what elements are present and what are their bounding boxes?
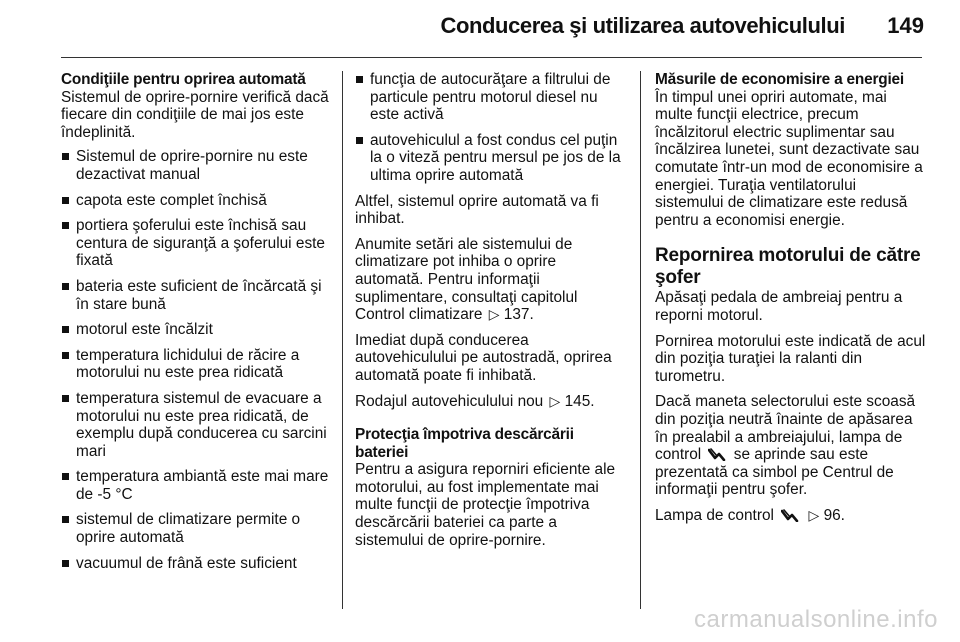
paragraph-tachometer: Pornirea motorului este indicată de acul din poziţia turaţiei la ralanti din turometru.: [655, 332, 926, 385]
paragraph-text: Anumite setări ale sistemului de climatizare pot inhiba o oprire automată. Pentru informaţii suplimentare, consultaţi capitolul Control climatizare: [355, 235, 578, 324]
list-item: Sistemul de oprire-pornire nu este dezactivat manual: [61, 148, 329, 183]
autostop-control-lamp-icon: [708, 448, 726, 461]
paragraph-inhibited: Altfel, sistemul oprire automată va fi inhibat.: [355, 192, 599, 228]
conditions-list-continued: [355, 71, 627, 185]
page-reference-link[interactable]: 137.: [503, 306, 534, 324]
paragraph-selector-lever: [655, 393, 927, 499]
page-header: [0, 0, 960, 62]
paragraph-highway: Imediat după conducerea autovehiculului pe autostradă, oprirea automată poate fi inhibată.: [355, 331, 612, 384]
list-item: temperatura lichidului de răcire a motorului nu este prea ridicată: [61, 347, 329, 382]
column-divider-1: [342, 71, 343, 609]
watermark: carmanualsonline.info: [694, 606, 938, 633]
page-reference-triangle-icon: ▷: [808, 506, 820, 523]
list-item: autovehiculul a fost condus cel puţin la o viteză pentru mersul pe jos de la ultima oprire automată: [355, 132, 627, 185]
column-1: [61, 71, 329, 572]
paragraph-control-lamp: [655, 507, 927, 525]
page-reference-link[interactable]: 145.: [564, 392, 595, 410]
paragraph-text: Rodajul autovehiculului nou: [355, 392, 544, 410]
section-heading-energy-saving: Măsurile de economisire a energiei: [655, 71, 904, 88]
section-heading-driver-restart: Repornirea motorului de către şofer: [655, 245, 921, 289]
page-reference-triangle-icon: ▷: [488, 306, 500, 323]
column-divider-2: [640, 71, 641, 609]
list-item: sistemul de climatizare permite o oprire automată: [61, 511, 329, 546]
paragraph-clutch: Apăsaţi pedala de ambreiaj pentru a reporni motorul.: [655, 289, 903, 324]
list-item: bateria este suficient de încărcată şi în stare bună: [61, 278, 329, 313]
list-item: vacuumul de frână este suficient: [61, 555, 329, 573]
paragraph-text: Lampa de control: [655, 506, 774, 524]
list-item: temperatura sistemul de evacuare a motorului nu este prea ridicată, de exemplu după conducerea cu sarcini mari: [61, 390, 329, 460]
page-number: 149: [887, 13, 924, 38]
paragraph-climate-settings: [355, 236, 627, 324]
column-2: [355, 71, 627, 549]
paragraph-energy-saving: În timpul unei opriri automate, mai multe funcţii electrice, precum încălzitorul electric suplimentar sau încălzirea lunetei, sunt dezactivate sau comutate într-un mod de economisire a energiei. Turaţia ventilatorului sistemului de climatizare este redusă pentru a economisi energie.: [655, 88, 923, 229]
paragraph-run-in: [355, 393, 627, 411]
paragraph-text: Dacă maneta selectorului este scoasă din poziţia neutră înainte de apăsarea în prealabil a ambreiajului, lampa de control: [655, 393, 916, 464]
page-reference-triangle-icon: ▷: [549, 392, 561, 409]
list-item: portiera şoferului este închisă sau centura de siguranţă a şoferului este fixată: [61, 217, 329, 270]
autostop-control-lamp-icon: [781, 509, 799, 522]
section-heading-autostop-conditions: Condiţiile pentru oprirea automată: [61, 71, 306, 88]
column-3: [655, 71, 927, 524]
paragraph-text: se aprinde sau este prezentată ca simbol pe Centrul de informaţii pentru şofer.: [655, 446, 894, 499]
list-item: motorul este încălzit: [61, 321, 329, 339]
list-item: funcţia de autocurăţare a filtrului de particule pentru motorul diesel nu este activă: [355, 71, 627, 124]
header-divider: [61, 57, 922, 58]
section-heading-battery-protection: Protecţia împotriva descărcării bateriei: [355, 426, 574, 461]
list-item: capota este complet închisă: [61, 192, 329, 210]
paragraph-intro: Sistemul de oprire-pornire verifică dacă fiecare din condiţiile de mai jos este îndeplinită.: [61, 88, 329, 141]
page-reference-link[interactable]: 96.: [823, 506, 845, 524]
list-item: temperatura ambiantă este mai mare de -5 °C: [61, 468, 329, 503]
page-header-title: Conducerea şi utilizarea autovehiculului: [440, 13, 845, 38]
paragraph-battery-protection: Pentru a asigura reporniri eficiente ale motorului, au fost implementate mai multe funcţii de protecţie împotriva descărcării bateriei ca parte a sistemului de oprire-pornire.: [355, 461, 616, 549]
conditions-list: [61, 148, 329, 572]
